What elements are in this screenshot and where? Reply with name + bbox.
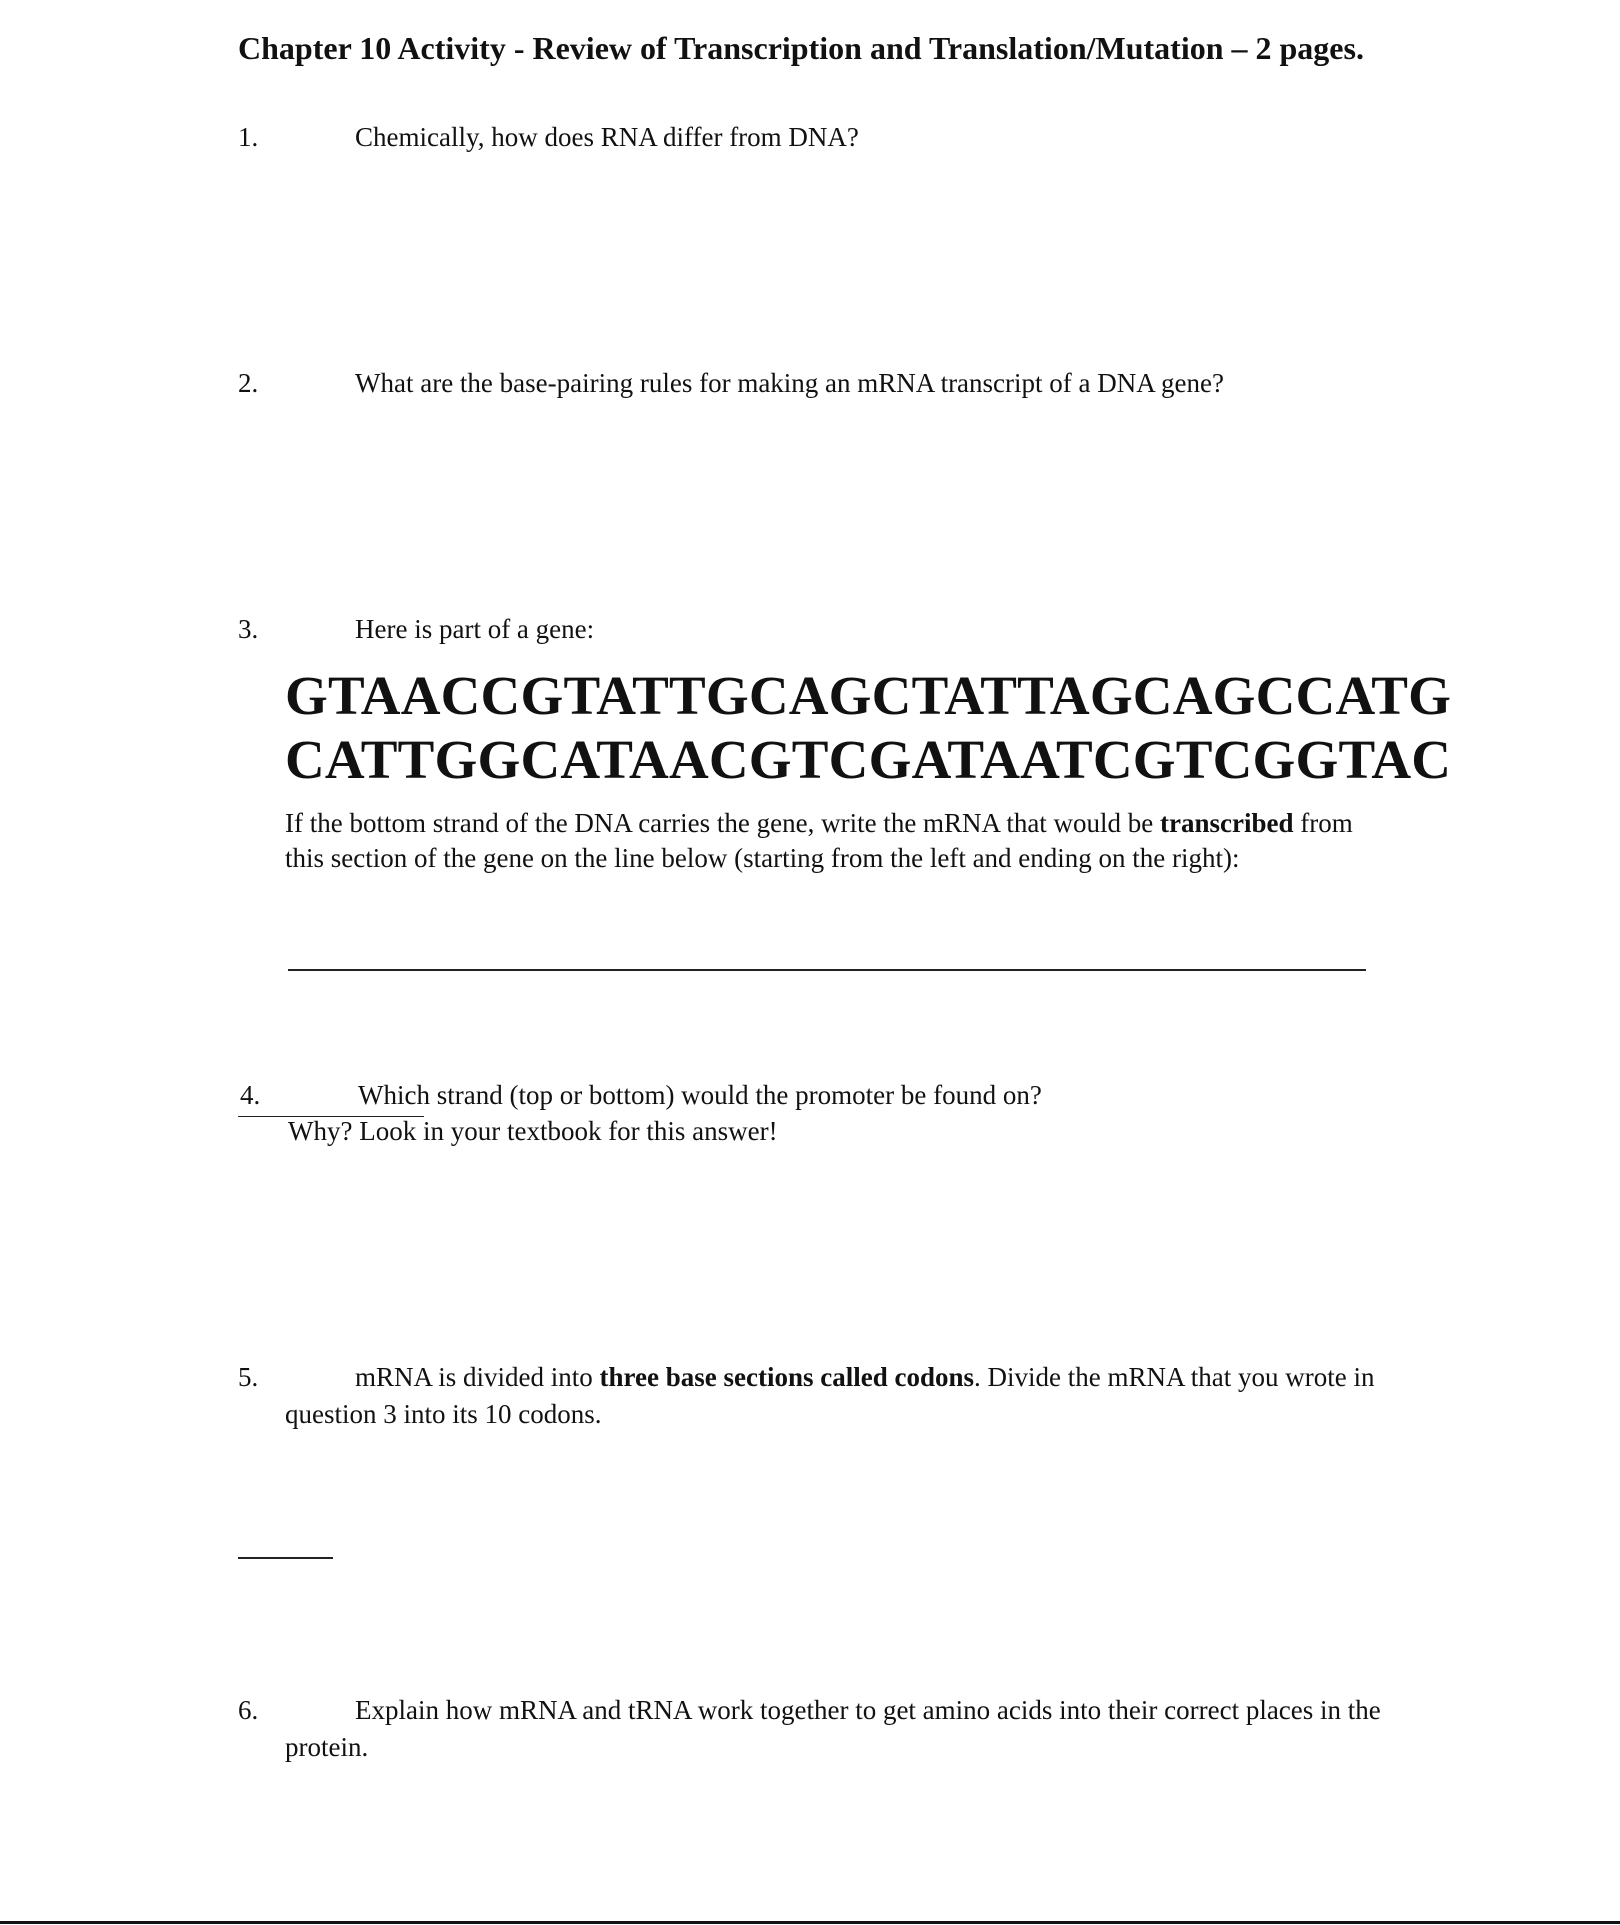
dna-bottom-strand: CATTGGCATAACGTCGATAATCGTCGGTAC <box>285 729 1452 790</box>
question-2-text: What are the base-pairing rules for making an mRNA transcript of a DNA gene? <box>355 368 1224 398</box>
question-4-number: 4. <box>240 1080 261 1110</box>
page-bottom-border <box>0 1921 1620 1924</box>
question-5-text-part1: mRNA is divided into <box>355 1362 600 1392</box>
question-6-line2: protein. <box>285 1732 369 1762</box>
question-6-text: Explain how mRNA and tRNA work together to get amino acids into their correct places in the <box>355 1695 1381 1725</box>
question-3-instructions-line2: this section of the gene on the line below (starting from the left and ending on the right): <box>285 843 1240 873</box>
page-title: Chapter 10 Activity - Review of Transcription and Translation/Mutation – 2 pages. <box>238 30 1364 66</box>
mrna-answer-line[interactable] <box>288 969 1366 971</box>
question-4-line2: Why? Look in your textbook for this answer! <box>288 1116 778 1146</box>
question-5-line2: question 3 into its 10 codons. <box>285 1399 602 1429</box>
codons-emphasis: three base sections called codons <box>599 1362 975 1392</box>
question-2-number: 2. <box>238 368 259 398</box>
question-5-text <box>355 1362 1374 1393</box>
codons-answer-line[interactable] <box>238 1557 333 1559</box>
question-3-number: 3. <box>238 614 259 644</box>
question-5-number: 5. <box>238 1362 259 1392</box>
question-4-text: Which strand (top or bottom) would the promoter be found on? <box>358 1080 1042 1110</box>
question-3-instructions <box>285 808 1353 839</box>
question-3-instructions-part2: from <box>1293 808 1353 838</box>
question-5-text-part2: . Divide the mRNA that you wrote in <box>974 1362 1375 1392</box>
transcribed-emphasis: transcribed <box>1160 808 1294 838</box>
question-3-instructions-part1: If the bottom strand of the DNA carries the gene, write the mRNA that would be <box>285 808 1161 838</box>
question-1-text: Chemically, how does RNA differ from DNA? <box>355 122 859 152</box>
dna-top-strand: GTAACCGTATTGCAGCTATTAGCAGCCATG <box>285 665 1452 726</box>
question-6-number: 6. <box>238 1695 259 1725</box>
question-3-text: Here is part of a gene: <box>355 614 595 644</box>
question-1-number: 1. <box>238 122 259 152</box>
